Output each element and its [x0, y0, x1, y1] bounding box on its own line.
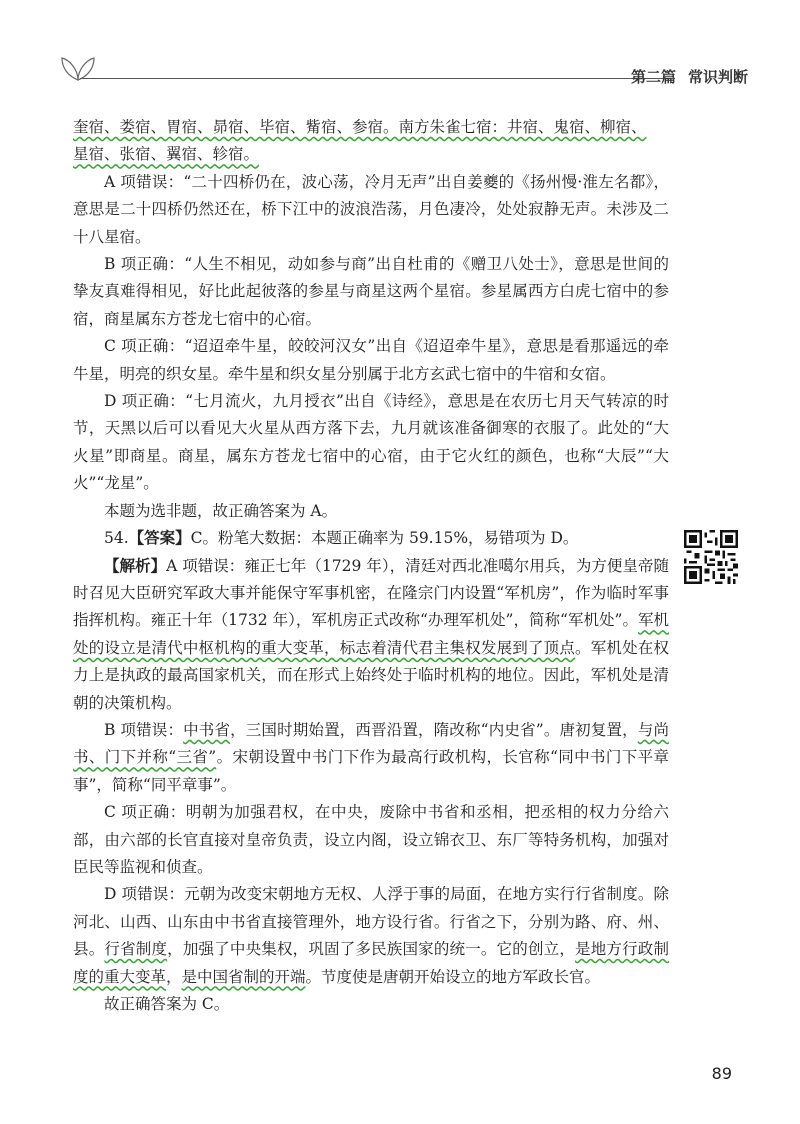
highlight-kaiduan: 是中国省制的开端	[181, 967, 306, 986]
part-label: 第二篇	[630, 68, 676, 86]
option-d-text-end: 。节度使是唐朝开始设立的地方军政长官。	[305, 967, 601, 986]
option-d-text: D 项错误：元朝为改变宋朝地方无权、人浮于事的局面，在地方实行行省制度。除河北、山西、山东由中书省直接管理外，地方设行省。行省之下，分别为路、府、州、县。	[73, 885, 669, 959]
qr-code-icon[interactable]	[684, 530, 738, 584]
page-header	[58, 50, 748, 90]
highlight-sansheng: 与尚书、门下并称“三省”	[73, 720, 669, 767]
analysis-text-end: 。军机处在权力上是执政的最高国家机关，而在形式上始终处于临时机构的地位。因此，军机处是清朝的决策机构。	[73, 638, 669, 712]
q54-answer	[73, 525, 669, 552]
option-b-text: ，三国时期始置，西晋沿置，隋改称“内史省”。唐初复置，	[230, 720, 638, 739]
highlight-zhongshusheng: 中书省	[183, 720, 231, 739]
option-b-explanation: B 项正确：“人生不相见，动如参与商”出自杜甫的《赠卫八处士》，意思是世间的挚友真难得相见，好比此起彼落的参星与商星这两个星宿。参星属西方白虎七宿中的参宿，商星属东方苍龙七宿中的心宿。	[73, 255, 669, 328]
highlight-biange: 是地方行政制度的重大变革	[73, 940, 669, 986]
option-d-explanation: D 项正确：“七月流火，九月授衣”出自《诗经》，意思是在农历七月天气转凉的时节，天黑以后可以看见大火星从西方落下去，九月就该准备御寒的衣服了。此处的“大火星”即商星。商星，属东方苍龙七宿中的心宿，由于它火红的颜色，也称“大辰”“大火”“龙星”。	[73, 392, 669, 493]
constellation-list: 奎宿、娄宿、胃宿、昴宿、毕宿、觜宿、参宿。南方朱雀七宿：井宿、鬼宿、柳宿、	[73, 118, 647, 136]
option-b-label: B 项错误：	[104, 720, 184, 739]
page-number: 89	[711, 1064, 732, 1083]
q54-option-c: C 项正确：明朝为加强君权，在中央，废除中书省和丞相，把丞相的权力分给六部，由六部的长官直接对皇帝负责，设立内阁，设立锦衣卫、东厂等特务机构，加强对臣民等监视和侦查。	[73, 803, 669, 876]
constellation-list-end: 星宿、张宿、翼宿、轸宿。	[73, 145, 260, 164]
header-title	[619, 66, 748, 87]
q54-conclusion: 故正确答案为 C。	[104, 995, 230, 1013]
answer-label: 【答案】	[128, 529, 191, 548]
q54-option-d	[73, 881, 669, 991]
q54-analysis-a	[73, 553, 669, 717]
q54-option-b	[73, 717, 669, 799]
highlight-xingsheng: 行省制度	[104, 940, 168, 959]
highlight-junjichu: 军机处的设立是清代中枢机构的重大变革，标志着清代君主集权发展到了顶点	[73, 611, 669, 657]
option-c-explanation: C 项正确：“迢迢牵牛星，皎皎河汉女”出自《迢迢牵牛星》，意思是看那遥远的牵牛星，明亮的织女星。牵牛星和织女星分别属于北方玄武七宿中的牛宿和女宿。	[73, 337, 669, 383]
answer-text: C。粉笔大数据：本题正确率为 59.15%，易错项为 D。	[190, 529, 579, 548]
analysis-text: A 项错误：雍正七年（1729 年），清廷对西北准噶尔用兵，为方便皇帝随时召见大臣研究军政大事并能保守军事机密，在隆宗门内设置“军机房”，作为临时军事指挥机构。雍正十年（1732 年），军机房正式改称“办理军机处”，简称“军机处”。	[73, 556, 669, 630]
option-a-explanation: A 项错误：“二十四桥仍在，波心荡，冷月无声”出自姜夔的《扬州慢·淮左名都》，意思是二十四桥仍然还在，桥下江中的波浪浩荡，月色凄冷，处处寂静无声。未涉及二十八星宿。	[73, 172, 669, 246]
option-d-text-mid: ，加强了中央集权，巩固了多民族国家的统一。它的创立，	[167, 940, 576, 959]
q53-conclusion: 本题为选非题，故正确答案为 A。	[104, 501, 338, 520]
paragraph-constellations	[73, 114, 669, 169]
analysis-label: 【解析】	[104, 556, 167, 575]
option-b-text-end: 。宋朝设置中书门下作为最高行政机构，长官称“同中书门下平章事”，简称“同平章事”。	[73, 748, 669, 794]
question-number: 54.	[104, 529, 129, 548]
header-divider	[80, 78, 670, 79]
page-content	[73, 114, 669, 1018]
comma: ，	[166, 967, 182, 986]
section-label: 常识判断	[687, 68, 748, 86]
